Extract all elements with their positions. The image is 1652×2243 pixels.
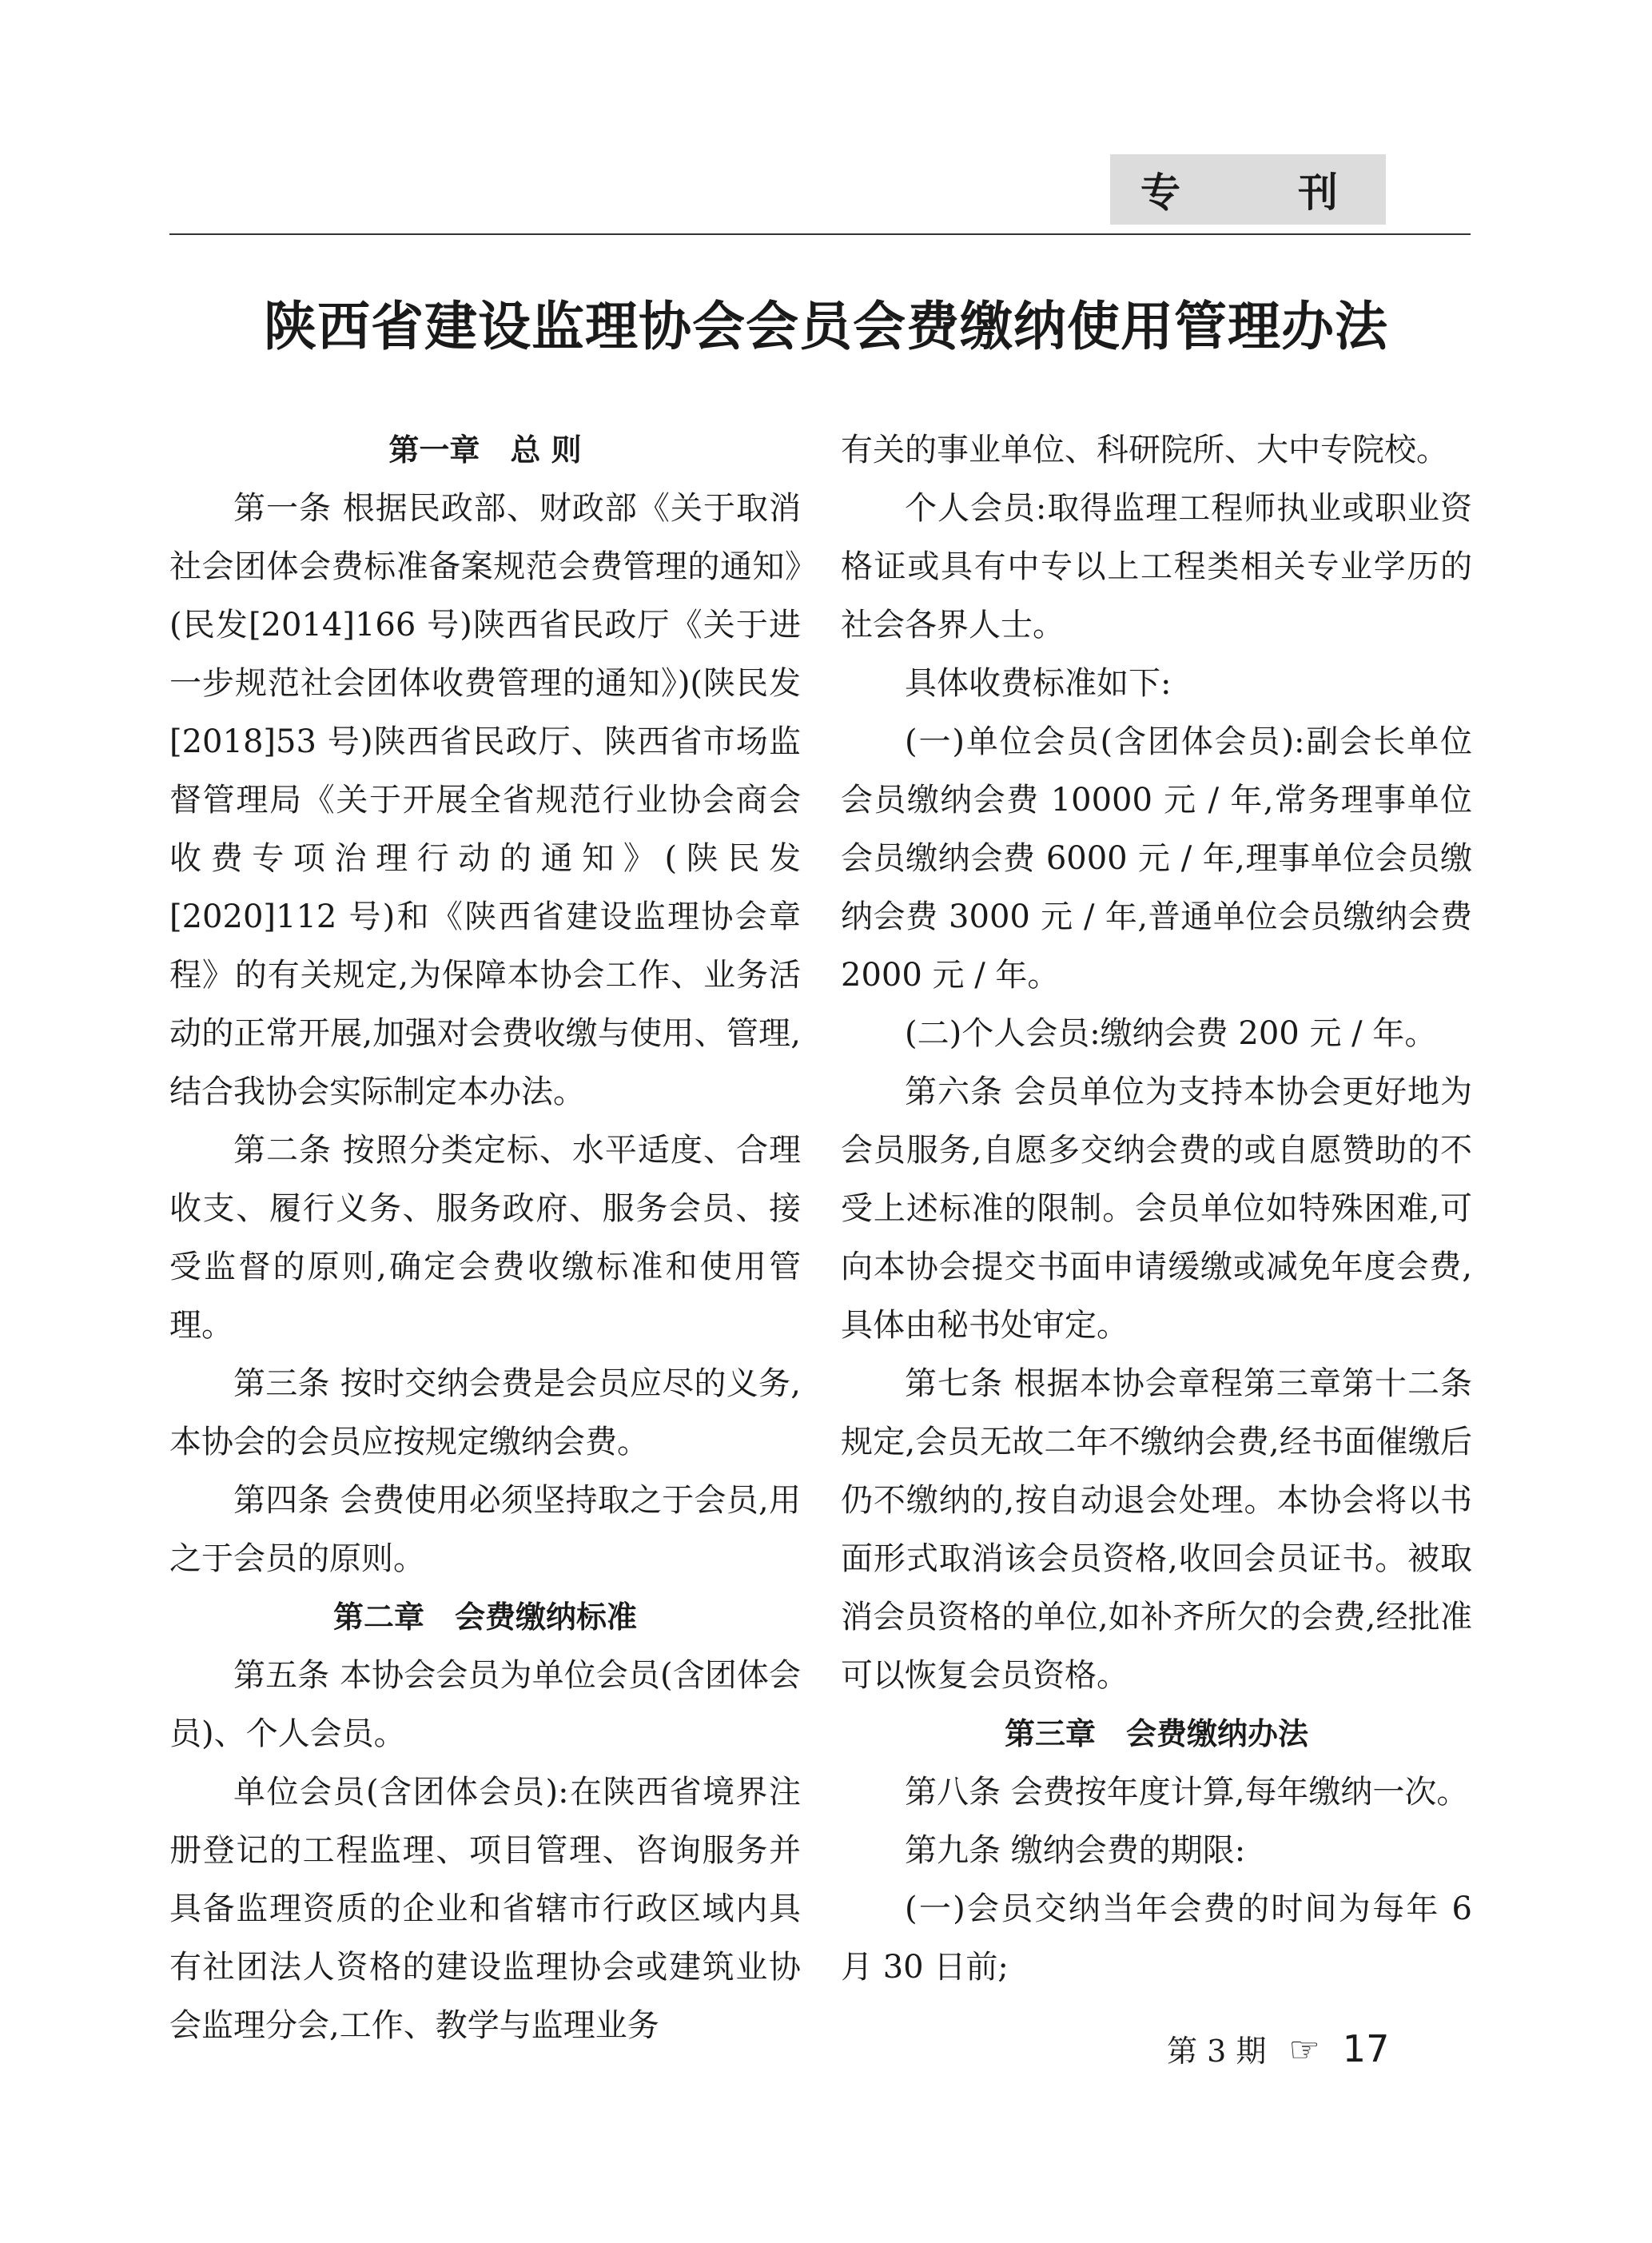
page-number: 17 xyxy=(1342,2027,1390,2070)
paragraph: 第二条 按照分类定标、水平适度、合理收支、履行义务、服务政府、服务会员、接受监督的原则,确定会费收缴标准和使用管理。 xyxy=(169,1132,801,1344)
pointing-hand-icon: ☞ xyxy=(1288,2030,1320,2070)
paragraph: 第三条 按时交纳会费是会员应尽的义务,本协会的会员应按规定缴纳会费。 xyxy=(169,1365,801,1460)
paragraph: 个人会员:取得监理工程师执业或职业资格证或具有中专以上工程类相关专业学历的社会各界人士。 xyxy=(841,490,1472,643)
paragraph: (二)个人会员:缴纳会费 200 元 / 年。 xyxy=(905,1015,1437,1052)
paragraph: 第四条 会费使用必须坚持取之于会员,用之于会员的原则。 xyxy=(169,1482,801,1577)
paragraph: 第九条 缴纳会费的期限: xyxy=(905,1832,1246,1869)
section-tab-char-2: 刊 xyxy=(1298,169,1338,216)
paragraph: 具体收费标准如下: xyxy=(905,665,1172,702)
chapter-heading: 第三章 会费缴纳办法 xyxy=(1004,1716,1308,1751)
paragraph: 第八条 会费按年度计算,每年缴纳一次。 xyxy=(905,1774,1469,1811)
paragraph: 第六条 会员单位为支持本协会更好地为会员服务,自愿多交纳会费的或自愿赞助的不受上述标准的限制。会员单位如特殊困难,可向本协会提交书面申请缓缴或减免年度会费,具体由秘书处审定。 xyxy=(841,1074,1472,1344)
paragraph: 单位会员(含团体会员):在陕西省境界注册登记的工程监理、项目管理、咨询服务并具备监理资质的企业和省辖市行政区域内具有社团法人资格的建设监理协会或建筑业协会监理分会,工作、教学与监理业务 xyxy=(169,1774,801,2044)
section-tab xyxy=(1110,154,1386,225)
paragraph: 第五条 本协会会员为单位会员(含团体会员)、个人会员。 xyxy=(169,1657,801,1752)
paragraph: (一)单位会员(含团体会员):副会长单位会员缴纳会费 10000 元 / 年,常务理事单位会员缴纳会费 6000 元 / 年,理事单位会员缴纳会费 3000 元 / 年,普通单位会员缴纳会费 2000 元 / 年。 xyxy=(841,723,1472,994)
right-column xyxy=(841,421,1472,1997)
page-footer xyxy=(1167,2026,1389,2070)
chapter-heading: 第二章 会费缴纳标准 xyxy=(332,1600,637,1635)
paragraph: 第七条 根据本协会章程第三章第十二条规定,会员无故二年不缴纳会费,经书面催缴后仍不缴纳的,按自动退会处理。本协会将以书面形式取消该会员资格,收回会员证书。被取消会员资格的单位,如补齐所欠的会费,经批准可以恢复会员资格。 xyxy=(841,1365,1472,1694)
chapter-heading: 第一章 总 则 xyxy=(388,432,582,468)
left-column xyxy=(169,421,801,2055)
header-rule xyxy=(169,233,1471,235)
paragraph: (一)会员交纳当年会费的时间为每年 6 月 30 日前; xyxy=(841,1890,1472,1986)
section-tab-char-1: 专 xyxy=(1140,169,1180,216)
issue-label: 第 3 期 xyxy=(1167,2034,1267,2069)
document-title: 陕西省建设监理协会会员会费缴纳使用管理办法 xyxy=(264,295,1388,357)
paragraph: 第一条 根据民政部、财政部《关于取消社会团体会费标准备案规范会费管理的通知》(民发[2014]166 号)陕西省民政厅《关于进一步规范社会团体收费管理的通知》)(陕民发[2018]53 号)陕西省民政厅、陕西省市场监督管理局《关于开展全省规范行业协会商会收费专项治理行动的通知》(陕民发[2020]112 号)和《陕西省建设监理协会章程》的有关规定,为保障本协会工作、业务活动的正常开展,加强对会费收缴与使用、管理,结合我协会实际制定本办法。 xyxy=(169,490,801,1110)
paragraph-continued: 有关的事业单位、科研院所、大中专院校。 xyxy=(841,432,1448,468)
